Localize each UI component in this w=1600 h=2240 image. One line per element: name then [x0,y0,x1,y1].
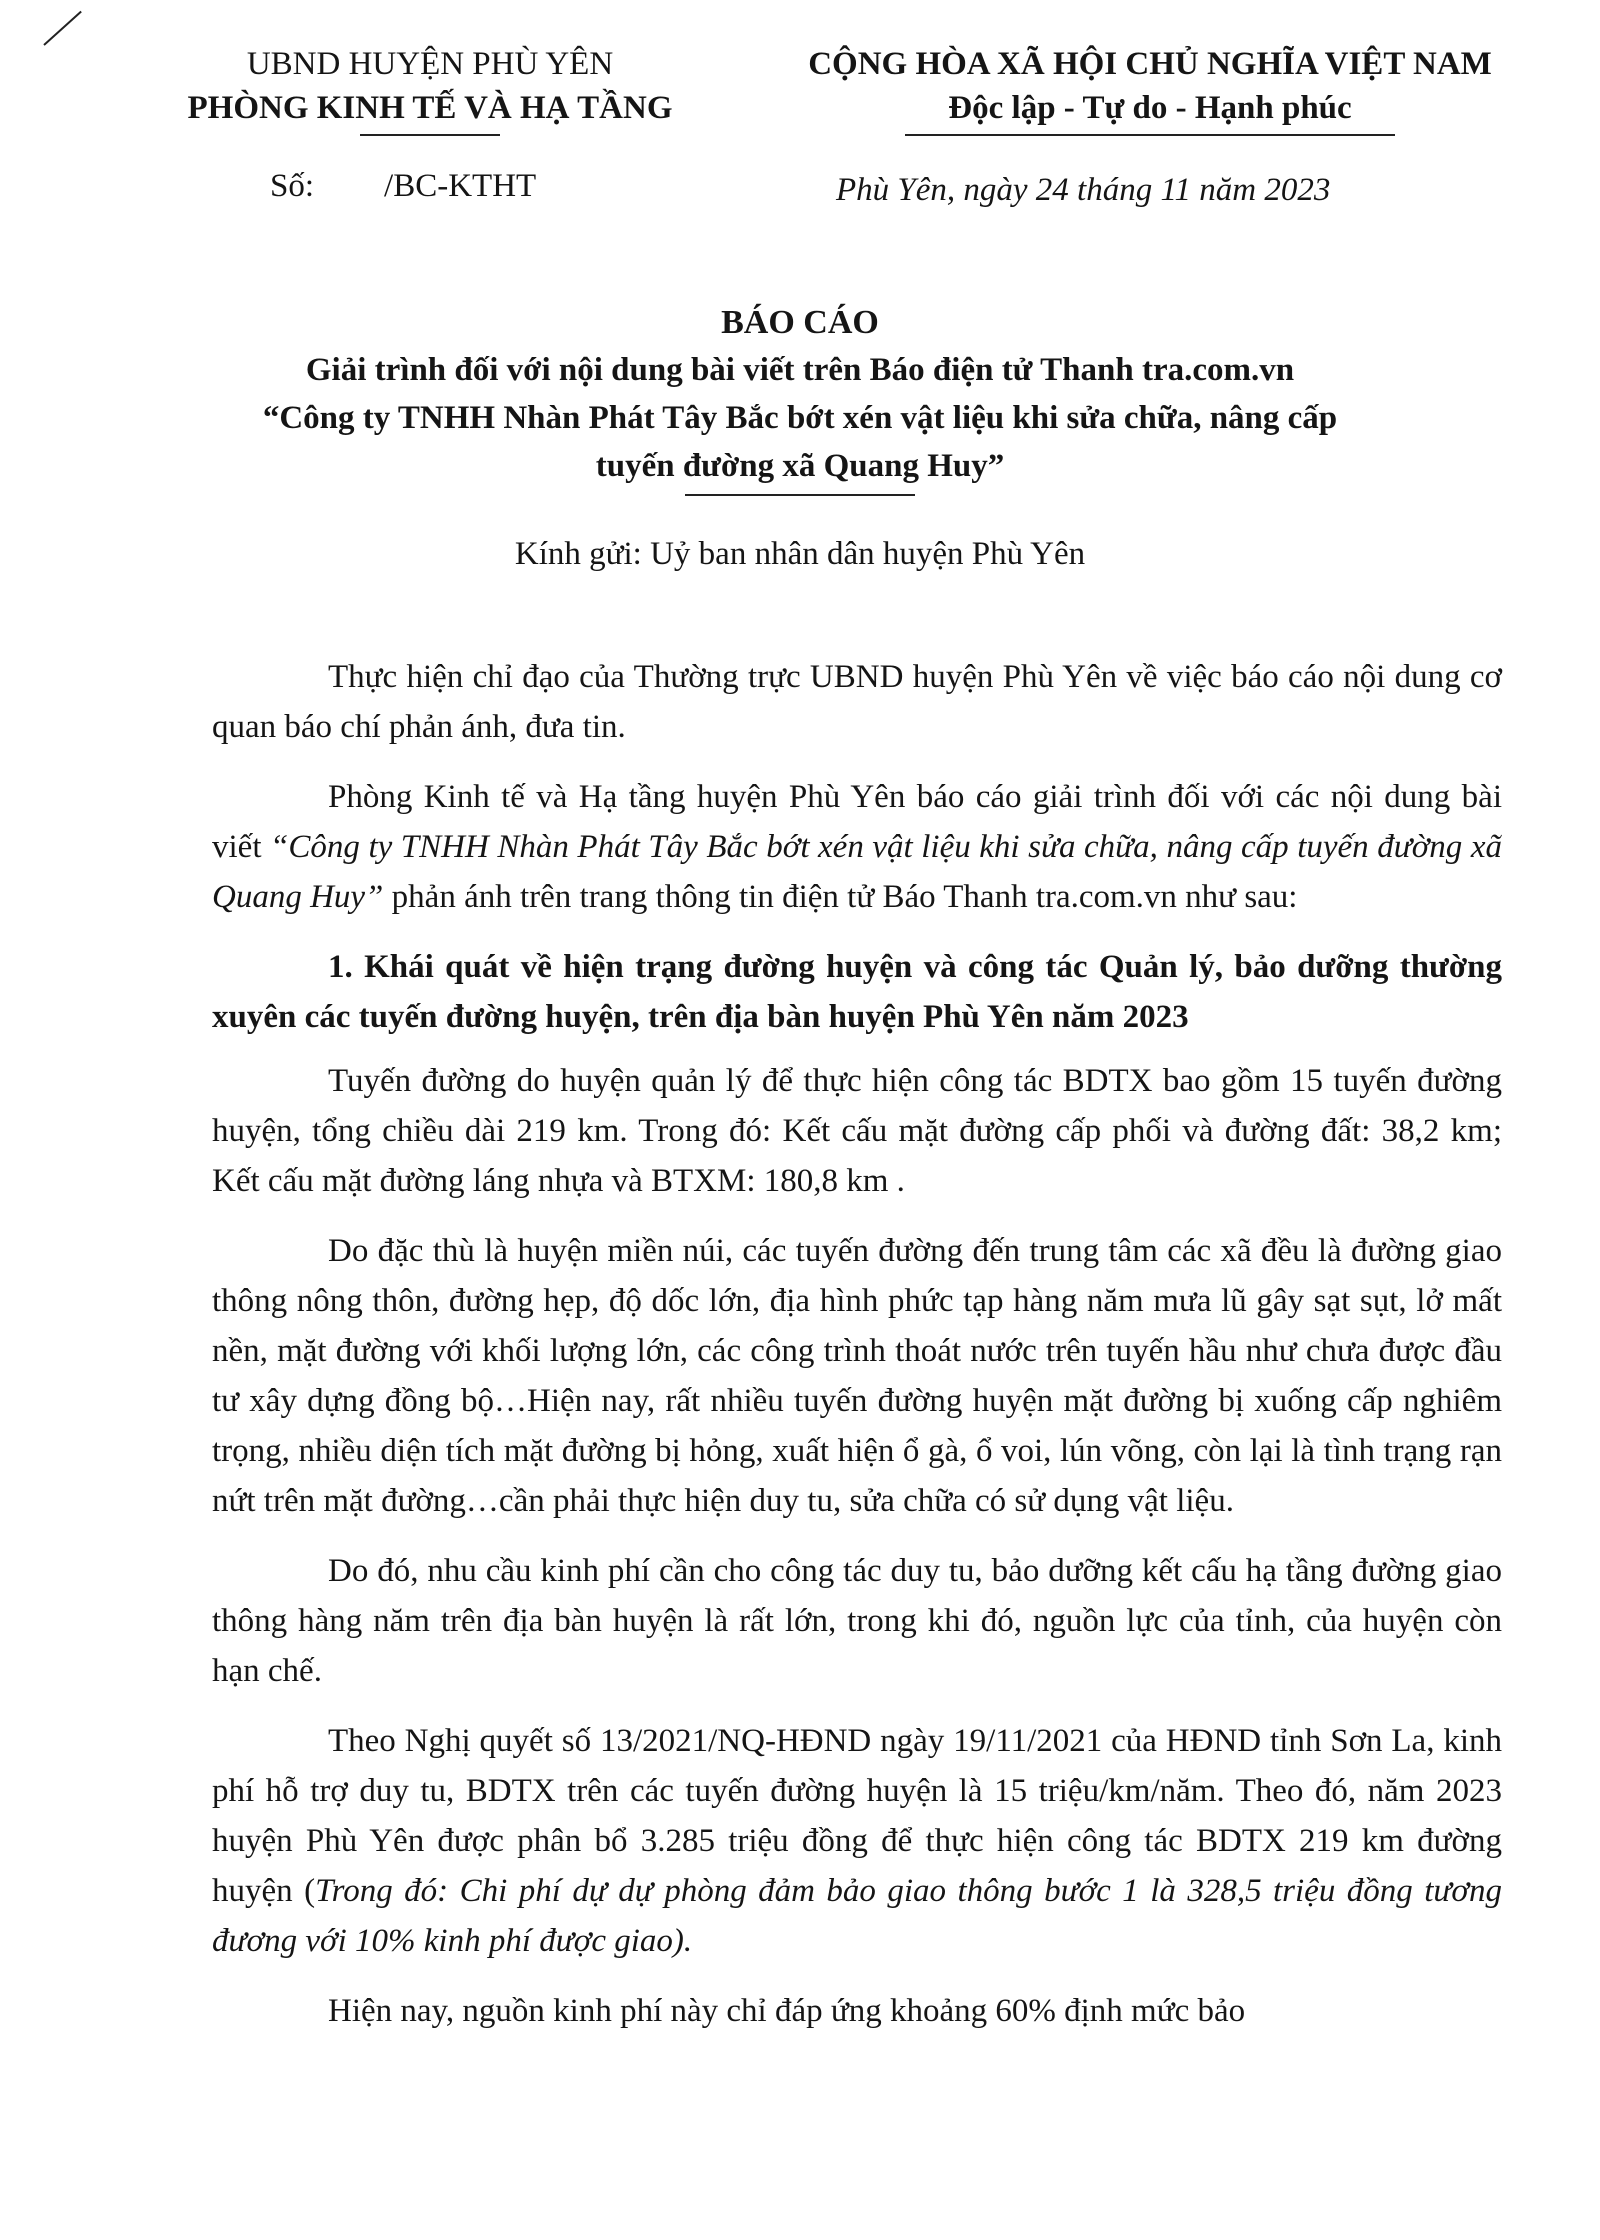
paragraph-5: Do đó, nhu cầu kinh phí cần cho công tác duy tu, bảo dưỡng kết cấu hạ tầng đường giao thông hàng năm trên địa bàn huyện là rất lớn, trong khi đó, nguồn lực của tỉnh, của huyện còn hạn chế. [212,1553,1502,1689]
document-type: BÁO CÁO [721,304,879,341]
paragraph-7: Hiện nay, nguồn kinh phí này chỉ đáp ứng khoảng 60% định mức bảo [328,1993,1246,2029]
issuing-agency-block [150,42,710,136]
paragraph-6 [212,1716,1502,1966]
document-number [270,168,536,205]
handwritten-slash-mark [43,11,81,46]
national-header-block [740,42,1560,136]
number-label: Số: [270,168,315,204]
agency-underline [360,134,500,136]
paragraph-6-main: Theo Nghị quyết số 13/2021/NQ-HĐND ngày 19/11/2021 của HĐND tỉnh Sơn La, kinh phí hỗ trợ duy tu, BDTX trên các tuyến đường huyện là 15 triệu/km/năm. Theo đó, năm 2023 huyện Phù Yên được phân bổ 3.285 triệu đồng để thực hiện công tác BDTX 219 km đường huyện ( [212,1723,1502,1909]
paragraph-2-intro: Phòng Kinh tế và Hạ tầng huyện Phù Yên báo cáo giải trình đối với các nội dung bài viết [212,779,1502,865]
department-name: PHÒNG KINH TẾ VÀ HẠ TẦNG [187,90,673,126]
title-underline [685,494,915,496]
agency-name: UBND HUYỆN PHÙ YÊN [246,46,614,82]
subject-line-3: tuyến đường xã Quang Huy” [595,448,1005,484]
section-1-heading: 1. Khái quát về hiện trạng đường huyện và công tác Quản lý, bảo dưỡng thường xuyên các tuyến đường huyện, trên địa bàn huyện Phù Yên năm 2023 [212,949,1502,1035]
subject-line-1: Giải trình đối với nội dung bài viết trên Báo điện tử Thanh tra.com.vn [305,352,1295,388]
paragraph-4: Do đặc thù là huyện miền núi, các tuyến đường đến trung tâm các xã đều là đường giao thông nông thôn, đường hẹp, độ dốc lớn, địa hình phức tạp hàng năm mưa lũ gây sạt sụt, lở mất nền, mặt đường với khối lượng lớn, các công trình thoát nước trên tuyến hầu như chưa được đầu tư xây dựng đồng bộ…Hiện nay, rất nhiều tuyến đường huyện mặt đường bị xuống cấp nghiêm trọng, nhiều diện tích mặt đường bị hỏng, xuất hiện ổ gà, ổ voi, lún võng, còn lại là tình trạng rạn nứt trên mặt đường…cần phải thực hiện duy tu, sửa chữa có sử dụng vật liệu. [212,1233,1502,1519]
national-motto: Độc lập - Tự do - Hạnh phúc [948,90,1352,126]
paragraph-3: Tuyến đường do huyện quản lý để thực hiện công tác BDTX bao gồm 15 tuyến đường huyện, tổng chiều dài 219 km. Trong đó: Kết cấu mặt đường cấp phối và đường đất: 38,2 km; Kết cấu mặt đường láng nhựa và BTXM: 180,8 km . [212,1063,1502,1199]
subject-line-2: “Công ty TNHH Nhàn Phát Tây Bắc bớt xén vật liệu khi sửa chữa, nâng cấp [262,400,1338,436]
document-title-block [150,300,1450,496]
article-title-quote: “Công ty TNHH Nhàn Phát Tây Bắc bớt xén vật liệu khi sửa chữa, nâng cấp tuyến đường xã Quang Huy” [212,829,1502,915]
number-suffix: /BC-KTHT [384,168,537,204]
place-date: Phù Yên, ngày 24 tháng 11 năm 2023 [836,172,1331,208]
motto-underline [905,134,1395,136]
nation-name: CỘNG HÒA XÃ HỘI CHỦ NGHĨA VIỆT NAM [808,46,1492,82]
document-body [212,652,1502,2056]
paragraph-2-outro: phản ánh trên trang thông tin điện tử Báo Thanh tra.com.vn như sau: [383,879,1298,915]
paragraph-6-note: Trong đó: Chi phí dự dự phòng đảm bảo giao thông bước 1 là 328,5 triệu đồng tương đương với 10% kinh phí được giao). [212,1873,1502,1959]
recipient-line: Kính gửi: Uỷ ban nhân dân huyện Phù Yên [514,536,1086,572]
paragraph-2 [212,772,1502,922]
paragraph-1: Thực hiện chỉ đạo của Thường trực UBND huyện Phù Yên về việc báo cáo nội dung cơ quan báo chí phản ánh, đưa tin. [212,659,1502,745]
